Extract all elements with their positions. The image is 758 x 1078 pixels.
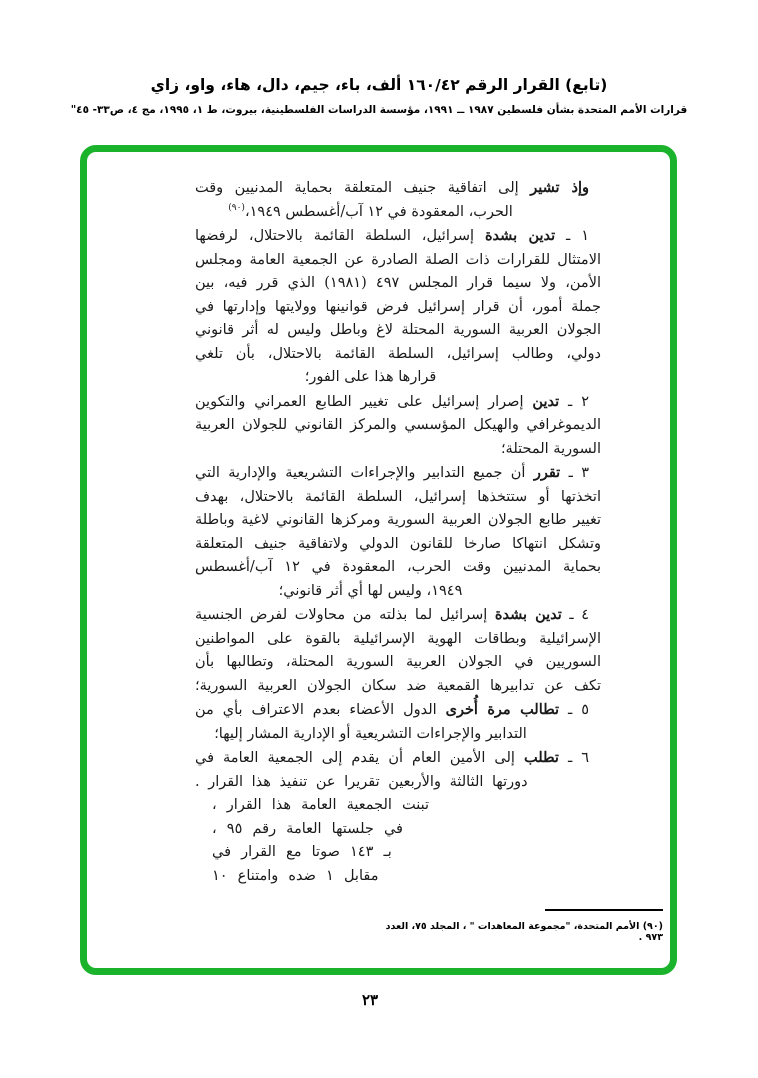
footnote-text: (٩٠) الأمم المتحدة، "مجموعة المعاهدات " ، المجلد ٧٥، العدد ٩٧٣ . [385,921,663,943]
text-line [195,818,601,842]
text-line [195,296,601,320]
text-segment: قرارها هذا على الفور؛ [304,369,437,385]
text-segment: ٣ ـ [560,465,589,481]
page-title: (تابع) القرار الرقم ١٦٠/٤٢ ألف، باء، جيم، دال، هاء، واو، زاي [150,76,608,94]
text-segment: بحماية المدنيين وقت الحرب، المعقودة في ١٢ آب/أغسطس [195,559,601,575]
footnote-divider [545,909,663,911]
text-line [195,865,601,889]
text-segment: الديموغرافي والهيكل المؤسسي والمركز القانوني للجولان العربية [195,417,601,433]
text-segment: بـ ١٤٣ صوتا مع القرار في [212,844,392,860]
text-line [195,343,601,367]
text-segment: إسرائيل، السلطة القائمة بالاحتلال، لرفضها [195,228,485,244]
text-line [195,224,601,249]
text-segment: التدابير والإجراءات التشريعية أو الإدارية المشار إليها؛ [214,725,527,742]
document-body [195,176,601,888]
text-line [195,486,601,510]
text-segment: ٥ ـ [559,702,590,718]
bold-lead-text: تقرر [533,464,561,481]
text-segment: الامتثال للقرارات ذات الصلة الصادرة عن الجمعية العامة ومجلس [195,251,601,268]
bold-lead-text: وإذ تشير [530,179,589,196]
text-segment: تغيير طابع الجولان العربية السورية ومركزها القانوني لاغية وباطلة [195,512,601,528]
text-segment: الجولان العربية السورية المحتلة لاغ وباطل وليس له أثر قانوني [195,322,601,338]
text-line [195,603,601,628]
text-segment: إلى الأمين العام أن يقدم إلى الجمعية العامة في [195,750,524,766]
text-segment: دورتها الثالثة والأربعين تقريرا عن تنفيذ هذا القرار . [195,773,528,790]
text-segment: ٢ ـ [559,393,589,410]
text-segment: مقابل ١ ضده وامتناع ١٠ [212,867,379,884]
text-segment: إلى اتفاقية جنيف المتعلقة بحماية المدنيين وقت [195,180,531,196]
text-line [195,556,601,580]
text-line [195,698,601,723]
text-line [195,272,601,296]
text-segment: الدول الأعضاء بعدم الاعتراف بأي من [195,702,446,718]
text-segment: جملة أمور، أن قرار إسرائيل فرض قوانينها وولايتها وإدارتها في [195,298,601,315]
text-segment: السوريين في الجولان العربية السورية المحتلة، وتطالبها بأن [195,654,601,670]
text-line [195,841,601,865]
text-line [195,580,601,604]
text-segment: تكف عن تدابيرها القمعية ضد سكان الجولان العربية السورية؛ [195,677,601,694]
text-segment: أن جميع التدابير والإجراءات التشريعية والإدارية التي [195,465,534,481]
text-segment: الحرب، المعقودة في ١٢ آب/أغسطس ١٩٤٩، [244,203,513,220]
text-line [195,390,601,415]
text-line [195,201,601,225]
bold-lead-text: تدين [532,392,560,410]
text-line [195,533,601,557]
text-segment: الإسرائيلية وبطاقات الهوية الإسرائيلية بالقوة على المواطنين [195,630,601,647]
text-line [195,319,601,343]
page-number: ٢٣ [361,991,379,1009]
text-segment: إصرار إسرائيل على تغيير الطابع العمراني والتكوين [195,393,533,410]
text-line [195,771,601,795]
text-line [195,461,601,486]
text-segment: في جلستها العامة رقم ٩٥ ، [212,820,403,837]
text-segment: الأمن، ولا سيما قرار المجلس ٤٩٧ (١٩٨١) الذي قرر فيه، بين [195,275,601,291]
bold-lead-text: تطالب مرة أُخرى [445,701,560,718]
text-segment: ٤ ـ [561,607,590,623]
text-segment: ١٩٤٩، وليس لها أي أثر قانوني؛ [278,582,463,599]
bold-lead-text: تدين بشدة [494,606,562,623]
text-segment: دولي، وطالب إسرائيل، السلطة القائمة بالاحتلال، بأن تلغي [195,345,601,362]
text-line [195,675,601,699]
text-line [195,366,601,390]
text-line [195,438,601,462]
text-segment: اتخذتها أو ستتخذها إسرائيل، السلطة القائمة بالاحتلال، بهدف [195,488,601,505]
text-segment: ١ ـ [555,228,589,244]
text-line [195,249,601,273]
text-line [195,414,601,438]
text-segment: وتشكل انتهاكا صارخا للقانون الدولي ولاتفاقية جنيف المتعلقة [195,535,601,552]
bold-lead-text: تطلب [523,749,559,766]
bold-lead-text: تدين بشدة [484,227,556,244]
text-line [195,651,601,675]
text-line [195,794,601,818]
text-line [195,723,601,747]
footnote-ref: (٩٠) [228,202,245,213]
text-segment: ٦ ـ [558,750,590,766]
text-segment: السورية المحتلة؛ [500,440,601,457]
text-line [195,746,601,771]
source-citation: قرارات الأمم المتحدة بشأن فلسطين ١٩٨٧ ــ ١٩٩١، مؤسسة الدراسات الفلسطينية، بيروت، ط ١، ١٩٩٥، مج ٤، ص٣٣- ٤٥" [70,104,688,116]
text-line [195,509,601,533]
text-segment: إسرائيل لما بذلته من محاولات لفرض الجنسية [195,607,495,623]
text-segment: تبنت الجمعية العامة هذا القرار ، [212,797,430,813]
text-line [195,628,601,652]
text-line [195,176,601,201]
